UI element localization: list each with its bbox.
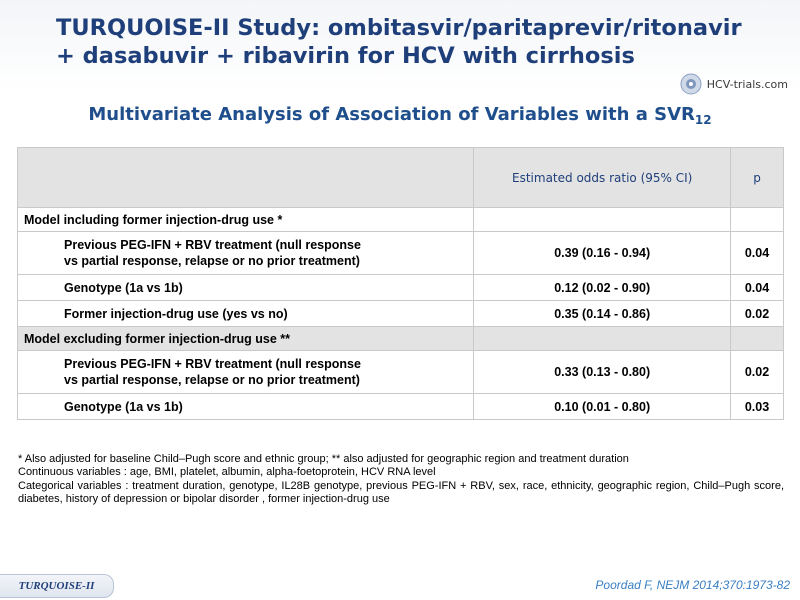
citation: Poordad F, NEJM 2014;370:1973-82 [595, 578, 790, 592]
variable-label: Former injection-drug use (yes vs no) [18, 301, 474, 327]
group-label: Model excluding former injection-drug use ** [18, 327, 474, 351]
table-header-row [18, 148, 784, 208]
p-value-cell: 0.04 [731, 232, 784, 275]
subtitle-text: Multivariate Analysis of Association of Variables with a SVR [88, 104, 695, 125]
table-row [18, 394, 784, 420]
title-line-1: TURQUOISE-II Study: ombitasvir/paritaprevir/ritonavir [56, 15, 742, 41]
empty-cell [731, 327, 784, 351]
odds-ratio-cell: 0.35 (0.14 - 0.86) [474, 301, 731, 327]
study-tag: TURQUOISE-II [0, 574, 114, 598]
header-p: p [731, 148, 784, 208]
results-table [17, 147, 784, 420]
subtitle [0, 104, 800, 127]
odds-ratio-cell: 0.12 (0.02 - 0.90) [474, 275, 731, 301]
variable-line: vs partial response, relapse or no prior treatment) [64, 254, 360, 268]
empty-cell [731, 208, 784, 232]
p-value-cell: 0.02 [731, 301, 784, 327]
header-variable [18, 148, 474, 208]
odds-ratio-cell: 0.33 (0.13 - 0.80) [474, 351, 731, 394]
table-row [18, 351, 784, 394]
variable-label: Genotype (1a vs 1b) [18, 394, 474, 420]
header-odds-ratio: Estimated odds ratio (95% CI) [474, 148, 731, 208]
footnotes [18, 453, 784, 506]
p-value-cell: 0.04 [731, 275, 784, 301]
p-value-cell: 0.03 [731, 394, 784, 420]
page-title [56, 14, 796, 70]
table-row [18, 301, 784, 327]
title-line-2: + dasabuvir + ribavirin for HCV with cirrhosis [56, 43, 635, 69]
footnote-adjustment: * Also adjusted for baseline Child–Pugh score and ethnic group; ** also adjusted for geographic region and treatment duration [18, 453, 629, 465]
hcv-trials-logo-icon [679, 72, 703, 96]
variable-label [18, 232, 474, 275]
group-row-including [18, 208, 784, 232]
variable-line: Previous PEG-IFN + RBV treatment (null response [64, 238, 361, 252]
odds-ratio-cell: 0.10 (0.01 - 0.80) [474, 394, 731, 420]
empty-cell [474, 208, 731, 232]
variable-label [18, 351, 474, 394]
footnote-categorical: Categorical variables : treatment duration, genotype, IL28B genotype, previous PEG-IFN + RBV, sex, race, ethnicity, geographic region, Child–Pugh score, diabetes, history of depression or bipolar disorder , former injection-drug use [18, 479, 784, 505]
p-value-cell: 0.02 [731, 351, 784, 394]
variable-line: Previous PEG-IFN + RBV treatment (null response [64, 357, 361, 371]
logo-text: HCV-trials.com [706, 77, 788, 91]
subtitle-subscript: 12 [694, 113, 712, 127]
table-row [18, 232, 784, 275]
odds-ratio-cell: 0.39 (0.16 - 0.94) [474, 232, 731, 275]
group-row-excluding [18, 327, 784, 351]
variable-line: vs partial response, relapse or no prior treatment) [64, 373, 360, 387]
variable-label: Genotype (1a vs 1b) [18, 275, 474, 301]
group-label: Model including former injection-drug use * [18, 208, 474, 232]
footnote-continuous: Continuous variables : age, BMI, platelet, albumin, alpha-foetoprotein, HCV RNA level [18, 466, 436, 479]
logo [679, 70, 788, 98]
table-row [18, 275, 784, 301]
empty-cell [474, 327, 731, 351]
